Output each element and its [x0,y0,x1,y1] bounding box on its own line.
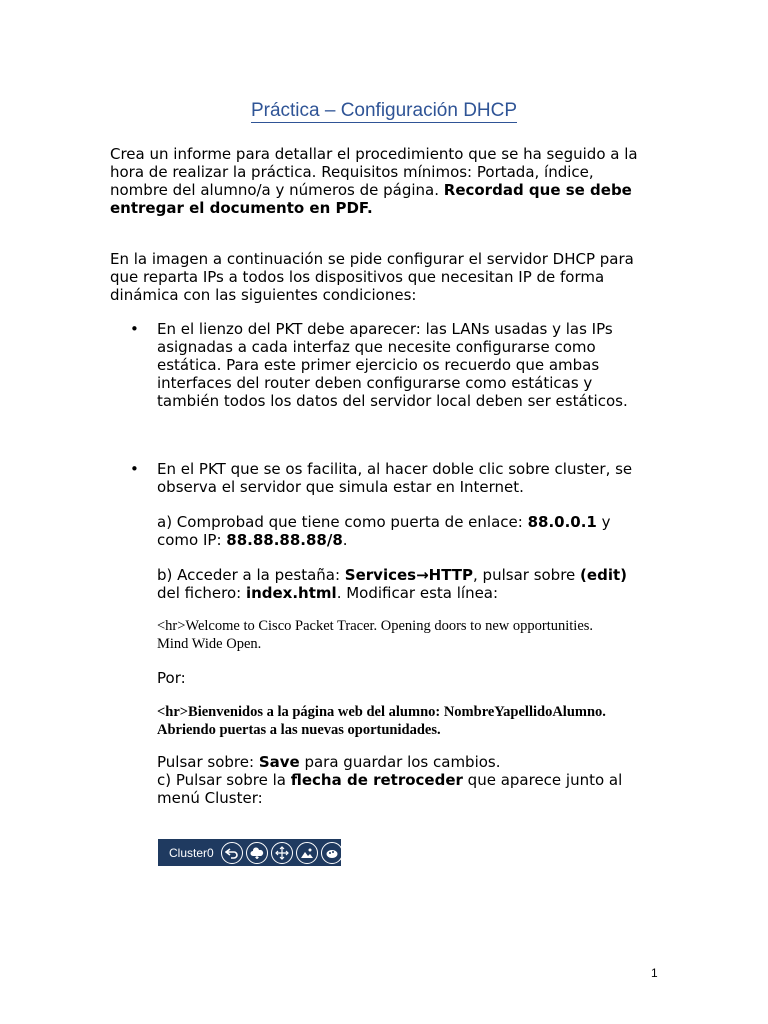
step-b-text: , pulsar sobre [473,566,581,584]
step-c-text: que aparece junto al [462,771,623,789]
cloud-icon[interactable] [246,842,268,864]
bullet-1-line: también todos los datos del servidor local deben ser estáticos. [157,392,628,410]
cluster-toolbar [158,839,341,866]
bullet-2-line: observa el servidor que simula estar en Internet. [157,478,524,496]
step-c-text: c) Pulsar sobre la [157,771,291,789]
step-a-text: y [596,513,611,531]
step-c-line-1 [157,771,622,789]
intro-line-3-text: nombre del alumno/a y números de página. [110,181,444,199]
step-a [157,513,611,549]
back-arrow-icon[interactable] [221,842,243,864]
step-b [157,566,627,602]
bullet-1-line: asignadas a cada interfaz que necesite configurarse como [157,338,596,356]
intro-bold-tail: Recordad que se debe [443,181,632,199]
cluster-label: Cluster0 [169,845,214,860]
dhcp-line-2: que reparta IPs a todos los dispositivos que necesitan IP de forma [110,268,605,286]
intro-line-2: hora de realizar la práctica. Requisitos mínimos: Portada, índice, [110,163,594,181]
bullet-1-marker: • [130,320,139,338]
step-b-line-2 [157,584,627,602]
step-a-text: a) Comprobad que tiene como puerta de enlace: [157,513,528,531]
step-b-text: del fichero: [157,584,246,602]
palette-icon[interactable] [321,842,341,864]
image-icon[interactable] [296,842,318,864]
save-line [157,753,622,771]
dhcp-line-1: En la imagen a continuación se pide configurar el servidor DHCP para [110,250,634,268]
step-c [157,753,622,807]
step-a-text: . [342,531,348,549]
por-label: Por: [157,669,186,687]
index-html: index.html [245,584,337,602]
page-number: 1 [651,966,658,980]
bullet-1-line: estática. Para este primer ejercicio os recuerdo que ambas [157,356,600,374]
page-title-text: Práctica – Configuración DHCP [250,100,518,121]
step-b-text: b) Acceder a la pestaña: [157,566,345,584]
move-icon[interactable] [271,842,293,864]
edit-label: (edit) [580,566,627,584]
new-html-line [157,703,606,739]
new-line-2: Abriendo puertas a las nuevas oportunidades. [157,722,441,738]
intro-paragraph [110,145,638,217]
save-text: Pulsar sobre: [157,753,259,771]
step-a-text: como IP: [157,531,227,549]
bullet-2-marker: • [130,460,139,478]
step-a-line-2 [157,531,611,549]
server-ip: 88.88.88.88/8 [226,531,343,549]
save-text: para guardar los cambios. [299,753,501,771]
dhcp-line-3: dinámica con las siguientes condiciones: [110,286,417,304]
intro-line-1: Crea un informe para detallar el procedimiento que se ha seguido a la [110,145,638,163]
step-a-line-1 [157,513,611,531]
original-line-2: Mind Wide Open. [157,636,262,652]
bullet-2-text [157,460,632,496]
services-http: Services→HTTP [344,566,474,584]
bullet-1-line: En el lienzo del PKT debe aparecer: las LANs usadas y las IPs [157,320,613,338]
new-line-1: <hr>Bienvenidos a la página web del alumno: NombreYapellidoAlumno. [157,704,606,720]
intro-line-4 [110,199,638,217]
original-line-1: <hr>Welcome to Cisco Packet Tracer. Opening doors to new opportunities. [157,618,594,634]
intro-line-3 [110,181,638,199]
save-label: Save [258,753,300,771]
gateway-ip: 88.0.0.1 [527,513,597,531]
step-c-line-2: menú Cluster: [157,789,263,807]
back-arrow-label: flecha de retroceder [290,771,463,789]
step-b-text: . Modificar esta línea: [336,584,499,602]
bullet-1-text [157,320,628,410]
dhcp-paragraph [110,250,634,304]
original-html-line [157,617,593,653]
bullet-1-line: interfaces del router deben configurarse como estáticas y [157,374,593,392]
step-b-line-1 [157,566,627,584]
page-title [0,100,768,122]
bullet-2-line: En el PKT que se os facilita, al hacer doble clic sobre cluster, se [157,460,633,478]
intro-bold-line: entregar el documento en PDF. [110,199,373,217]
